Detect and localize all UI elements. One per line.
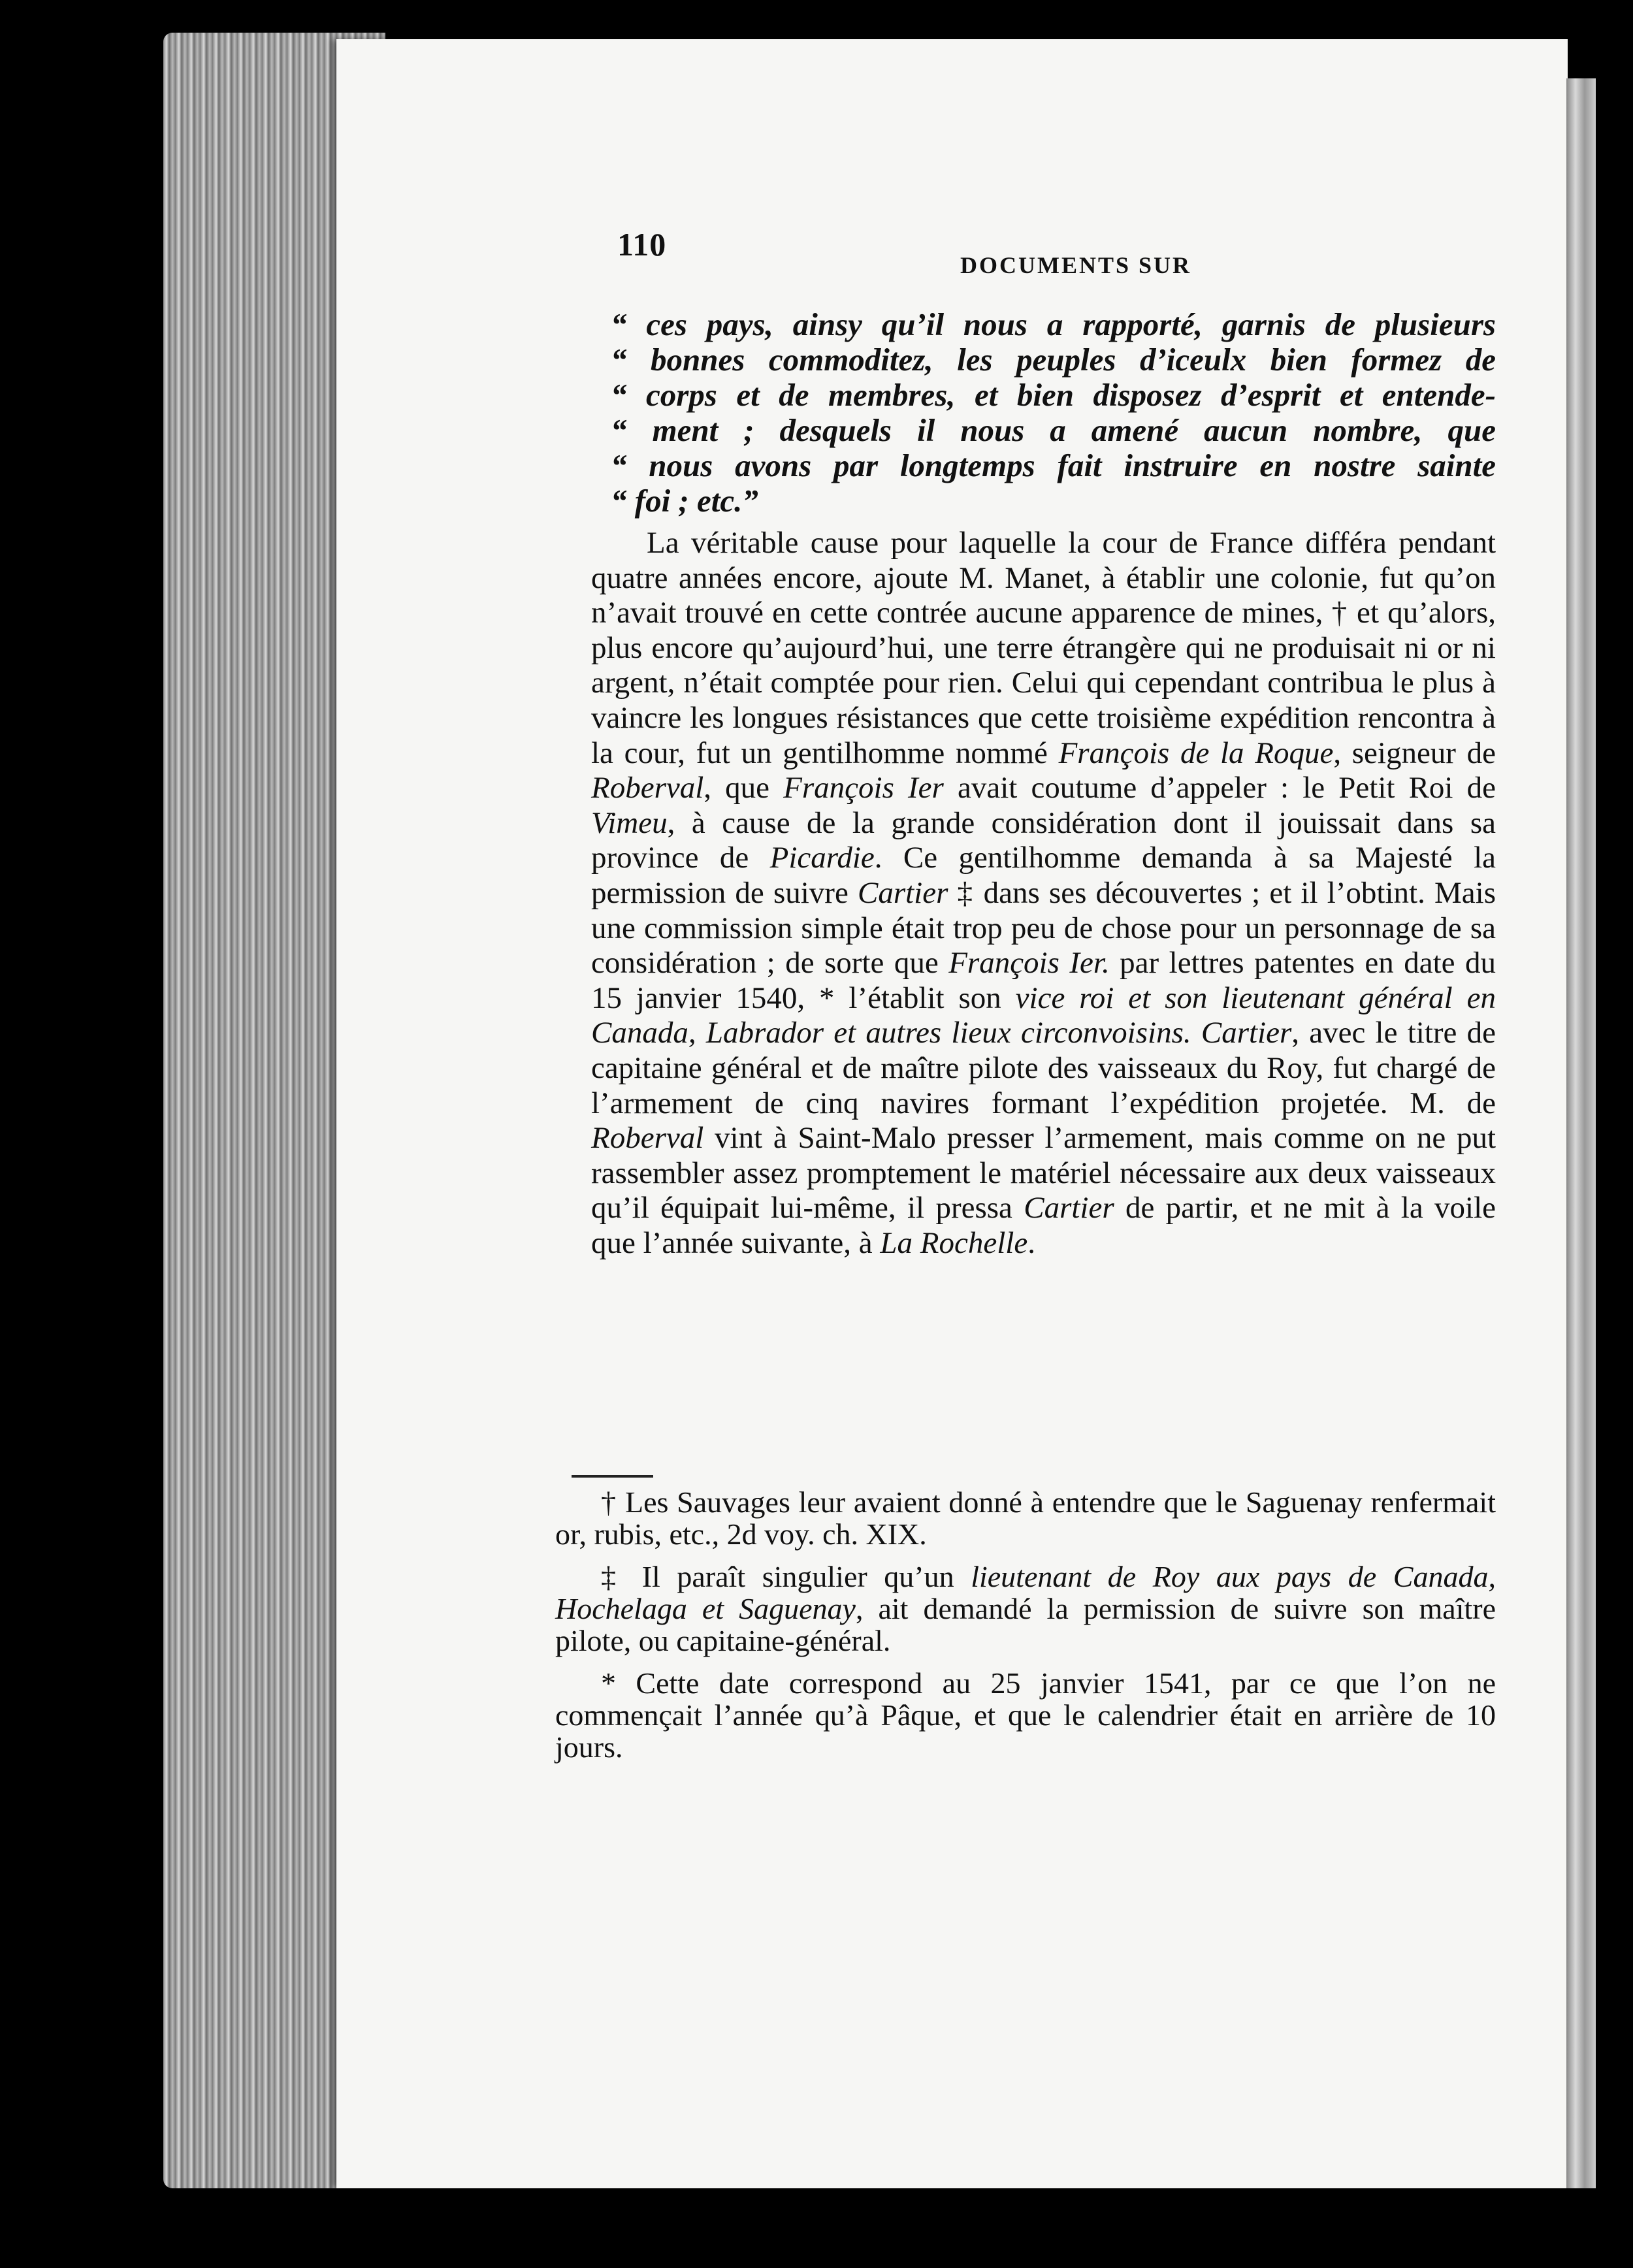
running-head: DOCUMENTS SUR [960, 252, 1192, 278]
text-run: . Ce gentilhomme demanda à sa Majesté la permission de suivre [591, 841, 1496, 910]
italic-name: Cartier [857, 875, 948, 910]
italic-title: lieutenant de Roy aux pays de Canada, Hochelaga et Saguenay [555, 1560, 1496, 1625]
footnotes [555, 1486, 1496, 1774]
italic-name: Roberval [591, 771, 704, 805]
text-run: , à cause de la grande considération dont il jouissait dans sa province de [591, 805, 1496, 875]
italic-name: La Rochelle [880, 1225, 1028, 1260]
italic-name: François Ier. [948, 946, 1110, 980]
italic-name: Cartier [1024, 1191, 1114, 1225]
quote-line: “ corps et de membres, et bien disposez d’esprit et entende- [611, 377, 1496, 413]
text-run: avait coutume d’appeler : le Petit Roi de [943, 771, 1496, 805]
footnote-divider [572, 1475, 653, 1478]
quote-line: “ bonnes commoditez, les peuples d’iceulx bien formez de [611, 342, 1496, 378]
text-run: ‡ Il paraît singulier qu’un [601, 1560, 971, 1593]
italic-name: Vimeu [591, 805, 668, 840]
quotation-block [611, 307, 1496, 519]
text-run: , seigneur de [1333, 736, 1496, 770]
footnote-asterisk: * Cette date correspond au 25 janvier 1541, par ce que l’on ne commençait l’année qu’à Pâque, et que le calendrier était en arrière de 10 jours. [555, 1666, 1496, 1764]
text-run: , ait demandé la permission de suivre son maître pilote, ou capitaine-général. [555, 1592, 1496, 1657]
quote-line: “ foi ; etc.” [611, 483, 758, 519]
footnote-dagger: † Les Sauvages leur avaient donné à entendre que le Saguenay renfermait or, rubis, etc., 2d voy. ch. XIX. [555, 1485, 1496, 1551]
text-run: de partir, et ne mit à la voile que l’année suivante, à [591, 1191, 1496, 1260]
text-run: La véritable cause pour laquelle la cour de France différa pendant quatre années encore, ajoute M. Manet, à établir une colonie, fut qu’on n’avait trouvé en cette contrée aucune apparence de mines, † et qu’alors, plus encore qu’aujourd’hui, une terre étrangère qui ne produisait ni or ni argent, n’était comptée pour rien. Celui qui cependant contribua le plus à vaincre les longues résistances que cette troisième expédition rencontra à la cour, fut un gentilhomme nommé [591, 526, 1496, 770]
text-run: , avec le titre de capitaine général et de maître pilote des vaisseaux du Roy, fut chargé de l’armement de cinq navires formant l’expédition projetée. M. de [591, 1016, 1496, 1120]
quote-line: “ ment ; desquels il nous a amené aucun nombre, que [611, 412, 1496, 448]
text-run: , que [703, 771, 784, 805]
body-paragraph [591, 526, 1496, 1261]
italic-name: Picardie [769, 841, 875, 875]
quote-line: “ nous avons par longtemps fait instruire en nostre sainte [611, 447, 1496, 483]
text-run: . [1027, 1225, 1035, 1260]
italic-name: Roberval [591, 1121, 704, 1156]
footnote-double-dagger [555, 1561, 1496, 1657]
text-run: ‡ dans ses découvertes ; et il l’obtint. Mais une commission simple était trop peu de chose pour un personnage de sa considération ; de sorte que [591, 875, 1496, 980]
quote-line: “ ces pays, ainsy qu’il nous a rapporté, garnis de plusieurs [611, 306, 1496, 342]
text-run: vint à Saint-Malo presser l’armement, mais comme on ne put rassembler assez promptement le matériel nécessaire aux deux vaisseaux qu’il équipait lui-même, il pressa [591, 1121, 1496, 1225]
facing-page-edge [1566, 78, 1596, 2188]
italic-title: vice roi et son lieutenant général en Canada, Labrador et autres lieux circonvoisins. Cartier [591, 980, 1496, 1050]
text-run: par lettres patentes en date du 15 janvier 1540, * l’établit son [591, 946, 1496, 1015]
italic-name: François de la Roque [1058, 736, 1334, 770]
page-number: 110 [617, 226, 667, 263]
italic-name: François Ier [783, 771, 944, 805]
